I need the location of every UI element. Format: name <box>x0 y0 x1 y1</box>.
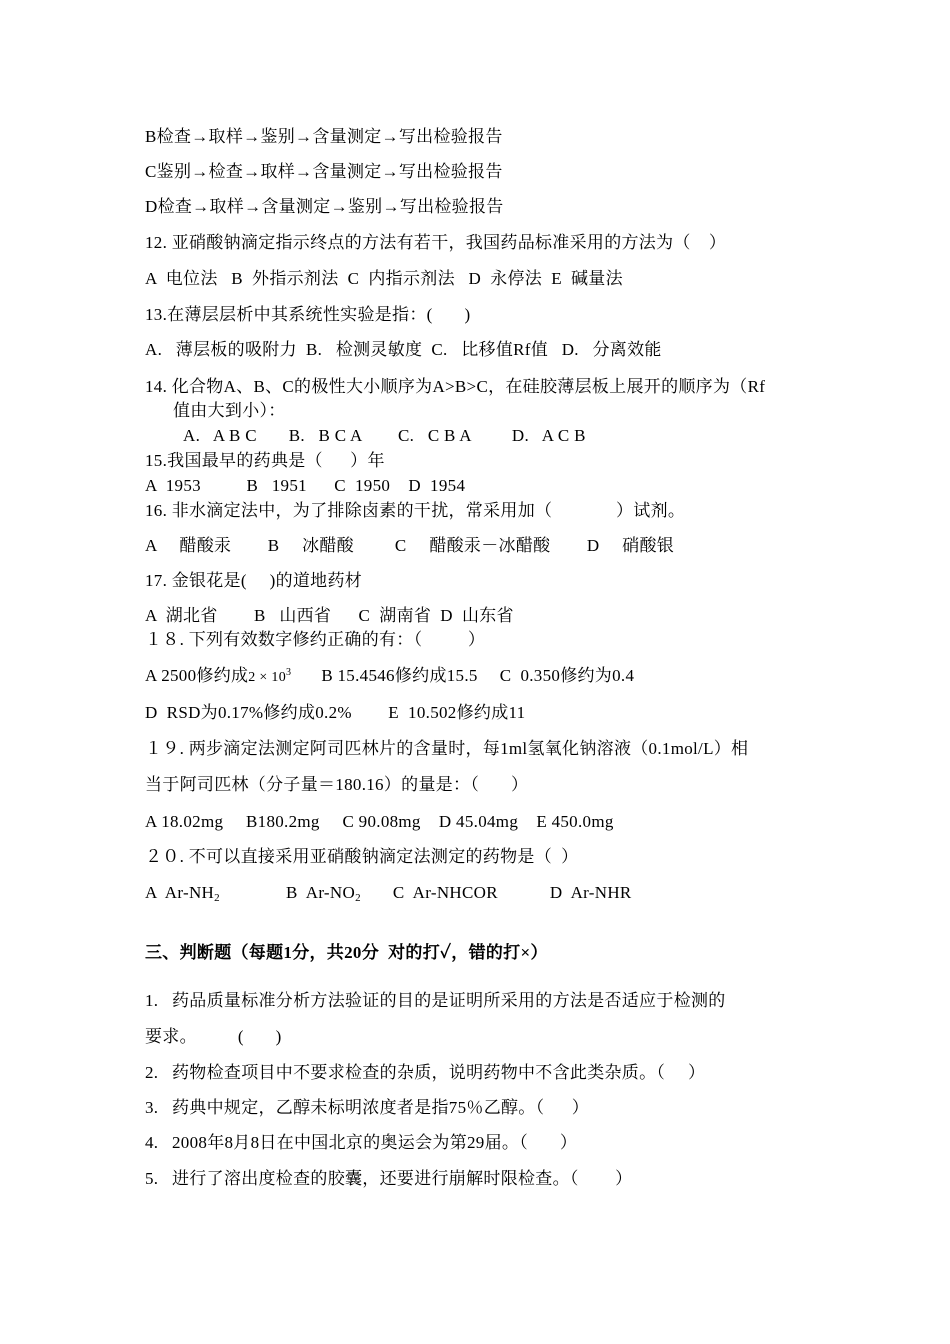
tf-item-5: 5. 进行了溶出度检查的胶囊，还要进行崩解时限检查。（ ） <box>145 1169 633 1188</box>
q18-option-a-exp: 3 <box>286 667 292 678</box>
q12-question: 12. 亚硝酸钠滴定指示终点的方法有若干，我国药品标准采用的方法为（ ） <box>145 233 727 252</box>
q16-options: A 醋酸汞 B 冰醋酸 C 醋酸汞－冰醋酸 D 硝酸银 <box>145 536 675 555</box>
q20-question: ２０. 不可以直接采用亚硝酸钠滴定法测定的药物是（ ） <box>145 847 579 866</box>
q18-option-c: C 0.350修约为0.4 <box>499 666 635 685</box>
q18-option-a-prefix: A 2500修约成 <box>145 666 249 685</box>
q18-options-abc <box>145 665 634 689</box>
q18-question: １８. 下列有效数字修约正确的有：（ ） <box>145 630 486 649</box>
q14-question-cont: 值由大到小）： <box>173 401 286 420</box>
q20-option-d: D Ar-NHR <box>549 883 632 902</box>
tf-item-1: 1. 药品质量标准分析方法验证的目的是证明所采用的方法是否适应于检测的 <box>145 991 726 1010</box>
q20-option-b-sub: 2 <box>355 892 361 904</box>
q17-question: 17. 金银花是( )的道地药材 <box>145 571 363 590</box>
q20-option-b: B Ar-NO <box>285 883 356 902</box>
q19-options: A 18.02mg B180.2mg C 90.08mg D 45.04mg E 450.0mg <box>145 812 614 831</box>
section3-heading: 三、判断题（每题1分，共20分 对的打✓，错的打×） <box>145 943 548 962</box>
q20-option-c: C Ar-NHCOR <box>392 883 498 902</box>
tf-item-1-cont: 要求。 ( ) <box>145 1027 282 1046</box>
q11-option-d: D检查→取样→含量测定→鉴别→写出检验报告 <box>145 197 504 216</box>
q19-question-cont: 当于阿司匹林（分子量＝180.16）的量是：（ ） <box>145 775 529 794</box>
q13-options: A. 薄层板的吸附力 B. 检测灵敏度 C. 比移值Rf值 D. 分离效能 <box>145 340 662 359</box>
q11-option-c: C鉴别→检查→取样→含量测定→写出检验报告 <box>145 162 503 181</box>
q17-options: A 湖北省 B 山西省 C 湖南省 D 山东省 <box>145 606 514 625</box>
q15-question: 15.我国最早的药典是（ ）年 <box>145 451 385 470</box>
q20-option-a-sub: 2 <box>214 892 220 904</box>
q14-options: A. A B C B. B C A C. C B A D. A C B <box>183 426 586 445</box>
q11-option-b: B检查→取样→鉴别→含量测定→写出检验报告 <box>145 127 503 146</box>
q19-question: １９. 两步滴定法测定阿司匹林片的含量时，每1ml氢氧化钠溶液（0.1mol/L）相 <box>145 739 749 758</box>
tf-item-3: 3. 药典中规定，乙醇未标明浓度者是指75％乙醇。（ ） <box>145 1098 589 1117</box>
q18-option-a-value: 2 × 10 <box>248 670 286 685</box>
q16-question: 16. 非水滴定法中，为了排除卤素的干扰，常采用加（ ）试剂。 <box>145 501 686 520</box>
q20-options <box>145 882 632 904</box>
q15-options: A 1953 B 1951 C 1950 D 1954 <box>145 476 466 495</box>
q12-options: A 电位法 B 外指示剂法 C 内指示剂法 D 永停法 E 碱量法 <box>145 269 623 288</box>
tf-item-2: 2. 药物检查项目中不要求检查的杂质，说明药物中不含此类杂质。（ ） <box>145 1063 706 1082</box>
q18-option-b: B 15.4546修约成15.5 <box>321 666 478 685</box>
q14-question: 14. 化合物A、B、C的极性大小顺序为A>B>C，在硅胶薄层板上展开的顺序为（Rf <box>145 377 766 396</box>
tf-item-4: 4. 2008年8月8日在中国北京的奥运会为第29届。（ ） <box>145 1133 578 1152</box>
q13-question: 13.在薄层层析中其系统性实验是指：( ) <box>145 305 471 324</box>
q18-options-de: D RSD为0.17%修约成0.2% E 10.502修约成11 <box>145 703 526 722</box>
q20-option-a: A Ar-NH <box>145 883 215 902</box>
